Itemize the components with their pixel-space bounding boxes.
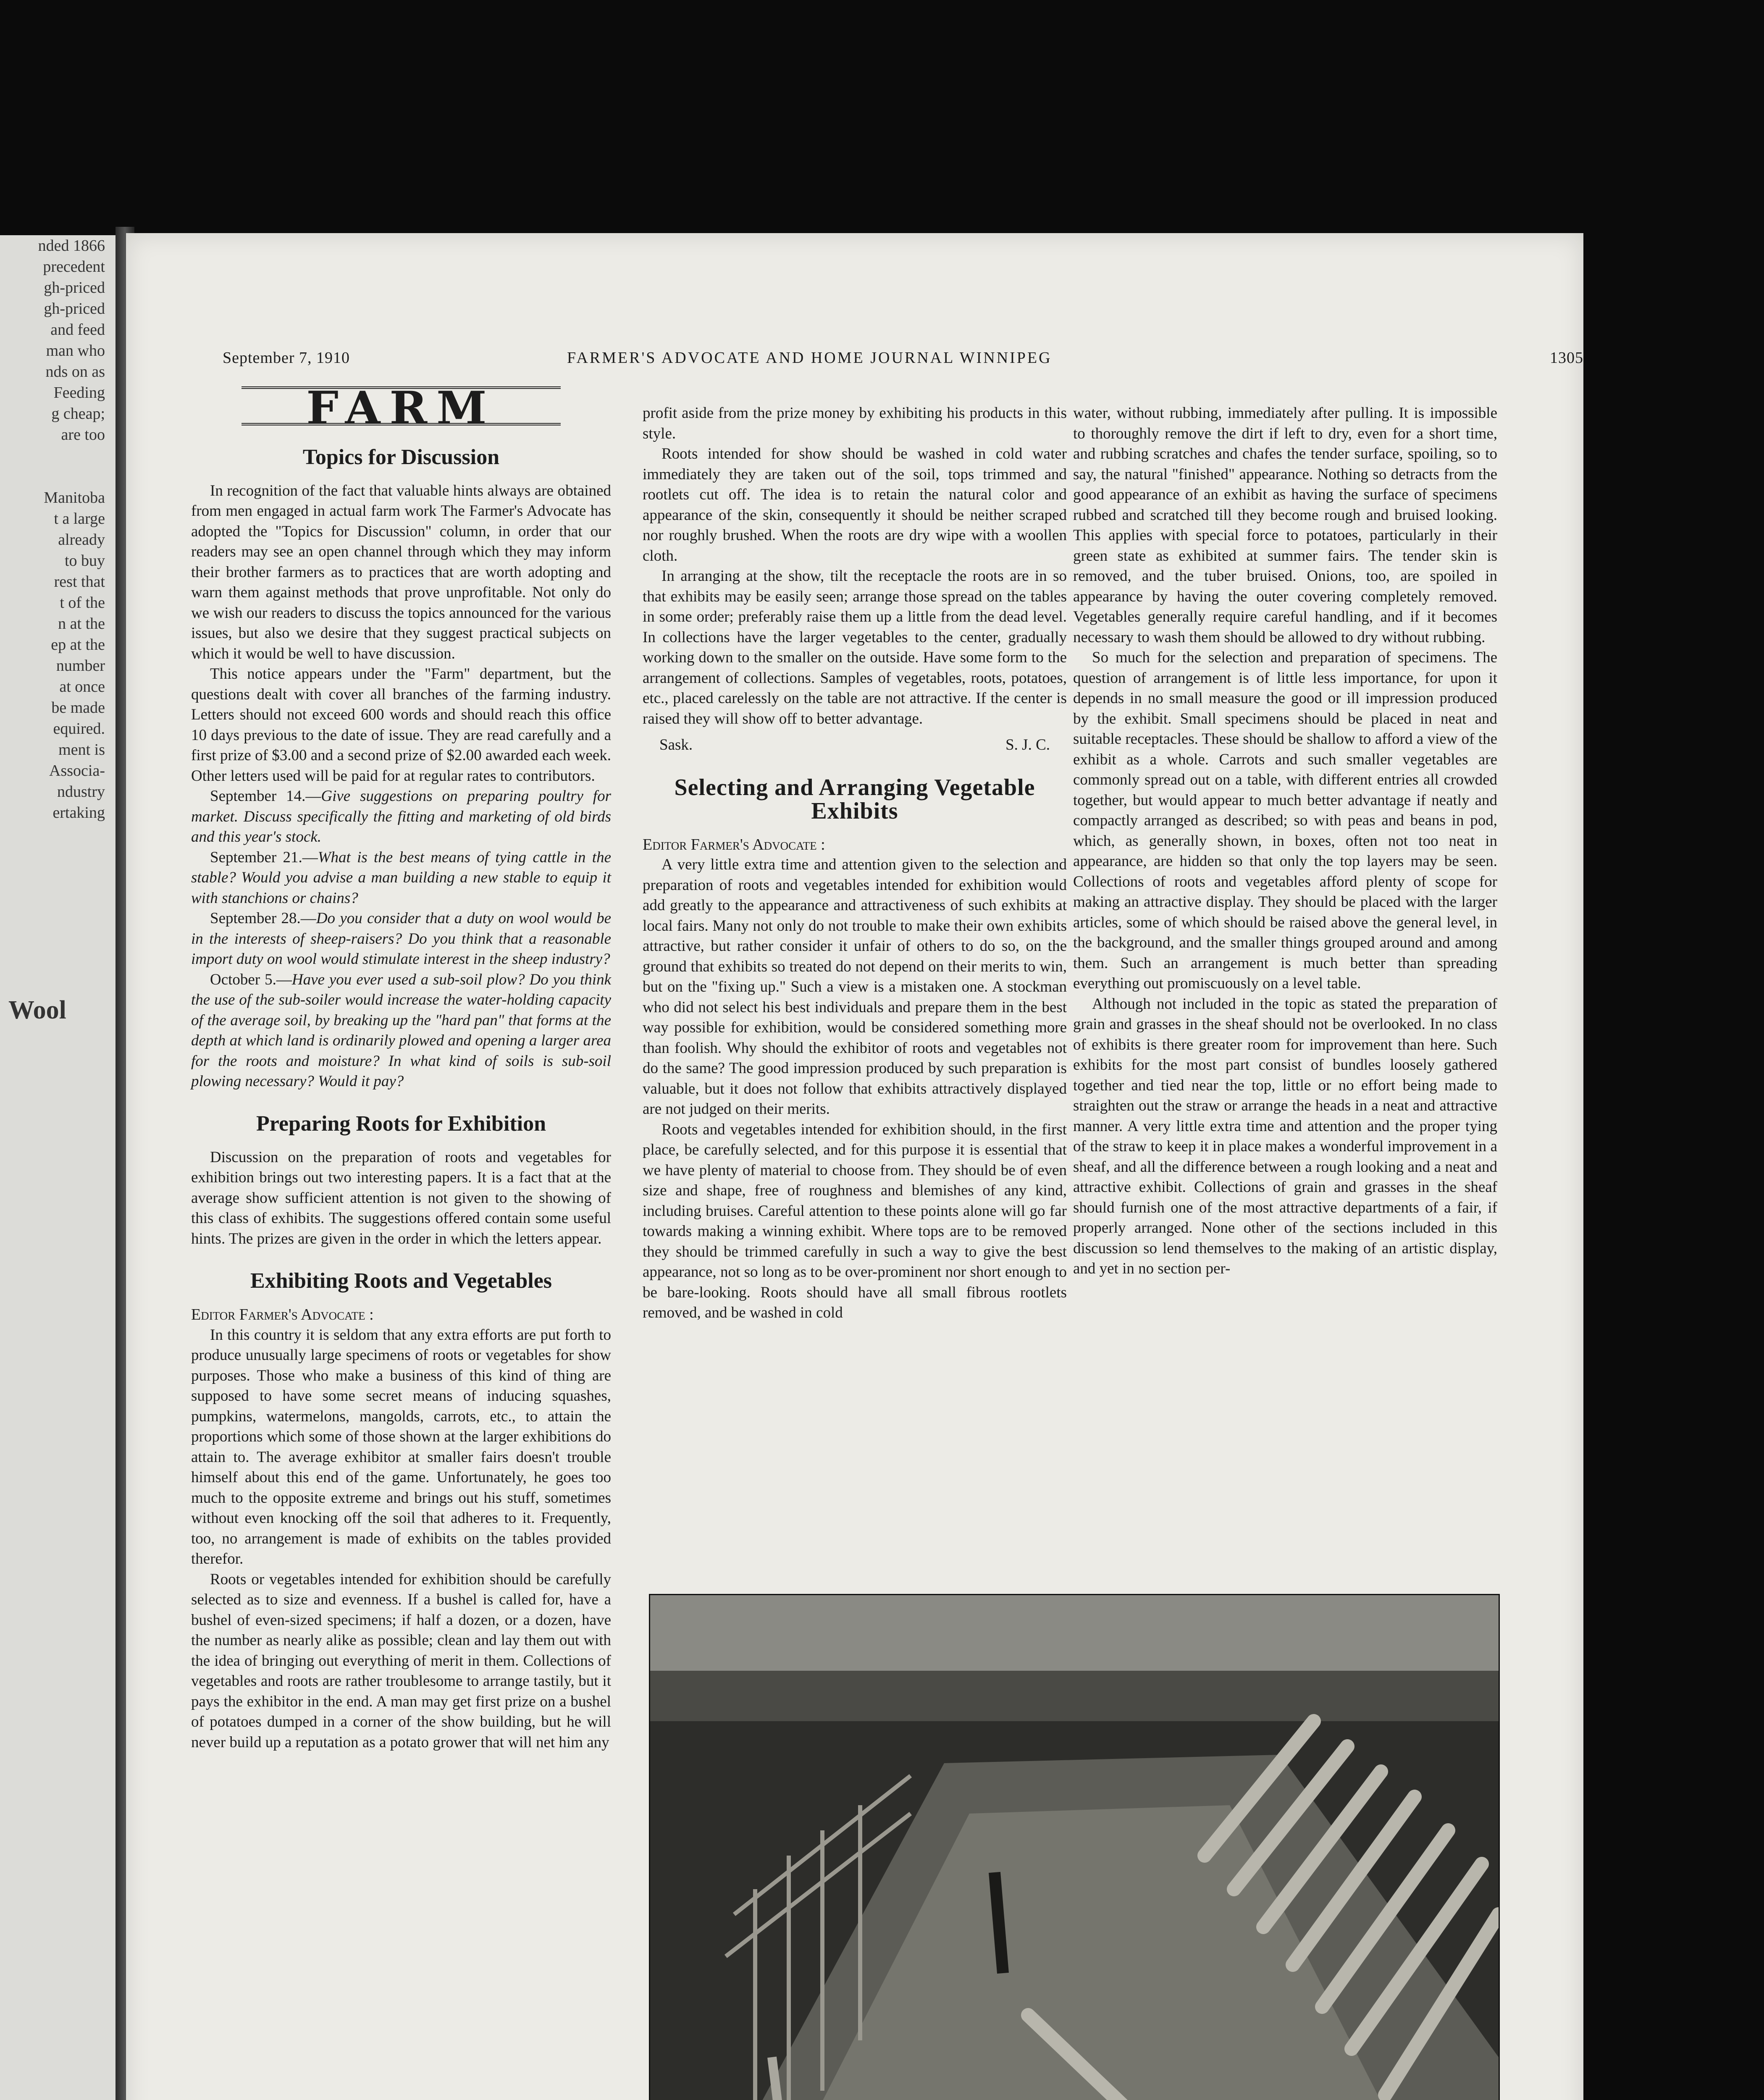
farm-title: FARM bbox=[306, 382, 496, 435]
facing-page-text bbox=[0, 235, 116, 1021]
root-house-photo-drawing bbox=[650, 1595, 1499, 2100]
topic-sep14: September 14.—Give suggestions on preparing poultry for market. Discuss specifically the fitting and marketing of old birds and this year's stock. bbox=[191, 788, 611, 845]
topic-oct5: October 5.—Have you ever used a sub-soil plow? Do you think the use of the sub-soiler would increase the water-holding capacity of the average soil, by breaking up the "hard pan" that forms at the depth at which land is ordinarily plowed and opening a larger area for the roots and moisture? In what kind of soils is sub-soil plowing necessary? Would it pay? bbox=[191, 971, 611, 1090]
facing-page-strip bbox=[0, 235, 116, 2100]
topics-paragraph: In recognition of the fact that valuable hints always are obtained from men engaged in actual farm work The Farmer's Advocate has adopted the "Topics for Discussion" column, in order that our readers may see an open channel through which they may inform their brother farmers as to practices that are worth adopting and warn them against methods that prove unprofitable. Not only do we wish our readers to discuss the topics announced for the various issues, but also we desire that they suggest practical subjects on which it would be well to have discussion. bbox=[191, 482, 611, 662]
facing-page-line: Manitoba bbox=[44, 489, 105, 507]
facing-page-line: t of the bbox=[60, 594, 105, 612]
facing-page-line: be made bbox=[51, 699, 105, 717]
topics-heading: Topics for Discussion bbox=[302, 445, 500, 469]
root-house-photo bbox=[649, 1594, 1500, 2100]
signature bbox=[643, 735, 1067, 756]
column-3 bbox=[1073, 403, 1497, 1279]
journal-title: FARMER'S ADVOCATE AND HOME JOURNAL WINNIPEG bbox=[567, 349, 1052, 367]
editor-salutation: Editor Farmer's Advocate : bbox=[643, 835, 825, 853]
column-2 bbox=[643, 403, 1067, 1323]
exhibiting-paragraph: profit aside from the prize money by exhibiting his products in this style. bbox=[643, 404, 1067, 442]
facing-page-line: are too bbox=[61, 426, 105, 444]
issue-date: September 7, 1910 bbox=[223, 349, 350, 367]
facing-page-line: ment is bbox=[58, 741, 105, 759]
facing-page-line: gh-priced bbox=[44, 279, 105, 297]
column-1 bbox=[191, 382, 611, 1753]
selecting-paragraph: Roots and vegetables intended for exhibition should, in the first place, be carefully selected, and for this purpose it is essential that we have plenty of material to choose from. They should be of even size and shape, free of roughness and blemishes of any kind, including bruises. Careful attention to these points alone will go far towards making a winning exhibit. Where tops are to be removed they should be trimmed carefully in such a way to give the best appearance, not so long as to be over-prominent nor short enough to be bare-looking. Roots should have all small fibrous rootlets removed, and be washed in cold bbox=[643, 1121, 1067, 1321]
facing-page-line: man who bbox=[46, 342, 105, 360]
topic-sep28: September 28.—Do you consider that a duty on wool would be in the interests of sheep-raisers? Do you think that a reasonable import duty on wool would stimulate interest in the sheep industry? bbox=[191, 910, 611, 968]
selecting-paragraph: So much for the selection and preparation of specimens. The question of arrangement is of little less importance, for upon it depends in no small measure the good or ill impression produced by the exhibit. Small specimens should be placed in neat and suitable receptacles. These should be shallow to afford a view of the exhibit as a whole. Carrots and such smaller vegetables are commonly spread out on a table, with different entries all crowded together, but would appear to much better advantage if neatly and compactly arranged as described; so with peas and beans in pod, which, as generally shown, in boxes, often not too neat in appearance, are hidden so that only the top layers may be seen. Collections of roots and vegetables afford plenty of scope for making an attractive display. They should be placed with the larger articles, some of which should be raised above the general level, in the background, and the smaller things grouped around and among them. Such an arrangement is much better than spreading everything out promiscuously on a level table. bbox=[1073, 649, 1497, 992]
facing-page-line: n at the bbox=[58, 615, 105, 633]
facing-page-line: already bbox=[58, 531, 105, 549]
facing-page-line: number bbox=[56, 657, 105, 675]
exhibiting-paragraph: Roots intended for show should be washed in cold water immediately they are taken out of the soil, tops trimmed and rootlets cut off. The idea is to retain the natural color and appearance of the skin, consequently it should be neither scraped nor roughly brushed. When the roots are dry wipe with a woollen cloth. bbox=[643, 445, 1067, 564]
running-header bbox=[223, 349, 1583, 374]
exhibiting-paragraph: In this country it is seldom that any extra efforts are put forth to produce unusually large specimens of roots or vegetables for show purposes. Those who make a business of this kind of thing are supposed to have some secret means of inducing squashes, pumpkins, watermelons, mangolds, carrots, etc., to attain the proportions which some of those shown at the larger exhibitions do attain to. The average exhibitor at smaller fairs doesn't trouble himself about this end of the game. Unfortunately, he goes too much to the opposite extreme and brings out his stuff, sometimes without even knocking off the soil that adheres to it. Frequently, too, no arrangement is made of exhibits on the tables provided therefor. bbox=[191, 1326, 611, 1567]
selecting-heading: Selecting and Arranging Vegetable Exhibits bbox=[674, 774, 1035, 824]
facing-page-heading: Wool bbox=[8, 1000, 66, 1021]
facing-page-line: Associa- bbox=[49, 762, 105, 780]
facing-page-line: equired. bbox=[53, 720, 105, 738]
selecting-paragraph: Although not included in the topic as stated the preparation of grain and grasses in the sheaf should not be overlooked. In no class of exhibits is there greater room for improvement than here. Such exhibits for the most part consist of bundles loosely gathered together and tied near the top, little or no effort being made to straighten out the straw or arrange the heads in a neat and attractive manner. A very little extra time and attention and the proper tying of the straw to keep it in place makes a wonderful improvement in a sheaf, and all the difference between a rough looking and a neat and attractive exhibit. Collections of grain and grasses in the sheaf should furnish one of the most attractive departments of a fair, if properly arranged. None other of the sections included in this discussion so lend themselves to the making of an artistic display, and yet in no section per- bbox=[1073, 995, 1497, 1277]
preparing-paragraph: Discussion on the preparation of roots and vegetables for exhibition brings out two interesting papers. It is a fact that at the average show sufficient attention is not given to the showing of this class of exhibits. The suggestions offered contain some useful hints. The prizes are given in the order in which the letters appear. bbox=[191, 1148, 611, 1247]
exhibiting-paragraph: Roots or vegetables intended for exhibition should be carefully selected as to size and evenness. If a bushel is called for, have a bushel of even-sized specimens; if half a dozen, or a dozen, have the number as nearly alike as possible; clean and lay them out with the idea of bringing out everything of merit in them. Collections of vegetables and roots are rather troublesome to arrange tastily, but it pays the exhibitor in the end. A man may get first prize on a bushel of potatoes dumped in a corner of the show building, but he will never build up a reputation as a potato grower that will net him any bbox=[191, 1570, 611, 1751]
facing-page-line: nded 1866 bbox=[38, 237, 105, 255]
facing-page-line: ndustry bbox=[57, 783, 105, 801]
facing-page-line: ertaking bbox=[52, 804, 105, 822]
topics-paragraph: This notice appears under the "Farm" department, but the questions dealt with cover all branches of the farming industry. Letters should not exceed 600 words and should reach this office 10 days previous to the date of issue. They are read carefully and a first prize of $3.00 and a second prize of $2.00 awarded each week. Other letters used will be paid for at regular rates to contributors. bbox=[191, 665, 611, 785]
facing-page-line: ep at the bbox=[51, 636, 105, 654]
preparing-heading: Preparing Roots for Exhibition bbox=[256, 1111, 546, 1136]
photo-block bbox=[649, 1594, 1497, 2100]
exhibiting-heading: Exhibiting Roots and Vegetables bbox=[250, 1269, 552, 1293]
facing-page-line bbox=[0, 445, 105, 466]
exhibiting-paragraph: In arranging at the show, tilt the receptacle the roots are in so that exhibits may be easily seen; arrange those spread on the tables in some order; preferably raise them up a little from the dead level. In collections have the larger vegetables to the center, gradually working down to the smaller on the outside. Have some form to the arrangement of collections. Samples of vegetables, roots, potatoes, etc., placed carelessly on the table are not attractive. If the center is raised they will show off to better advantage. bbox=[643, 567, 1067, 727]
journal-page bbox=[126, 233, 1583, 2100]
signature-name: S. J. C. bbox=[1005, 736, 1050, 753]
facing-page-line: t a large bbox=[54, 510, 105, 528]
facing-page-line: gh-priced bbox=[44, 300, 105, 318]
facing-page-line: rest that bbox=[54, 573, 105, 591]
facing-page-line: at once bbox=[59, 678, 105, 696]
signature-place: Sask. bbox=[659, 736, 693, 753]
facing-page-line: Feeding bbox=[53, 384, 105, 402]
selecting-paragraph: A very little extra time and attention given to the selection and preparation of roots and vegetables intended for exhibition would add greatly to the appearance and attractiveness of such exhibits at local fairs. Many not only do not trouble to make their own exhibits attractive, but rather consider it unfair of others to do so, on the ground that exhibits so treated do not depend on their merits to win, but on the "fixing up." Such a view is a mistaken one. A stockman who did not select his best individuals and prepare them in the best way possible for exhibition, would be considered something more than foolish. Why should the exhibitor of roots and vegetables not do the same? The good impression produced by such preparation is valuable, but it does not follow that exhibits attractively displayed are not judged on their merits. bbox=[643, 856, 1067, 1118]
facing-page-line: nds on as bbox=[45, 363, 105, 381]
facing-page-line: to buy bbox=[64, 552, 105, 570]
selecting-paragraph: water, without rubbing, immediately after pulling. It is impossible to thoroughly remove the dirt if left to dry, even for a short time, and rubbing scratches and chafes the tender surface, spoiling, so to say, the natural "finished" appearance. Nothing so detracts from the good appearance of an exhibit as having the surface of specimens rubbed and scratched till they become rough and bruised looking. This applies with special force to potatoes, particularly in their green state as exhibited at summer fairs. The tender skin is removed, and the tuber bruised. Onions, too, are spoiled in appearance by having the outer covering completely removed. Vegetables generally require careful handling, and if it becomes necessary to wash them should be allowed to dry without rubbing. bbox=[1073, 404, 1497, 646]
farm-section-banner bbox=[242, 382, 561, 435]
facing-page-line bbox=[0, 466, 105, 487]
topic-sep21: September 21.—What is the best means of tying cattle in the stable? Would you advise a man building a new stable to equip it with stanchions or chains? bbox=[191, 848, 611, 907]
facing-page-line: g cheap; bbox=[51, 405, 105, 423]
facing-page-line: and feed bbox=[50, 321, 105, 339]
facing-page-line: precedent bbox=[43, 258, 105, 276]
editor-salutation: Editor Farmer's Advocate : bbox=[191, 1306, 374, 1323]
page-number: 1305 bbox=[1550, 349, 1583, 367]
